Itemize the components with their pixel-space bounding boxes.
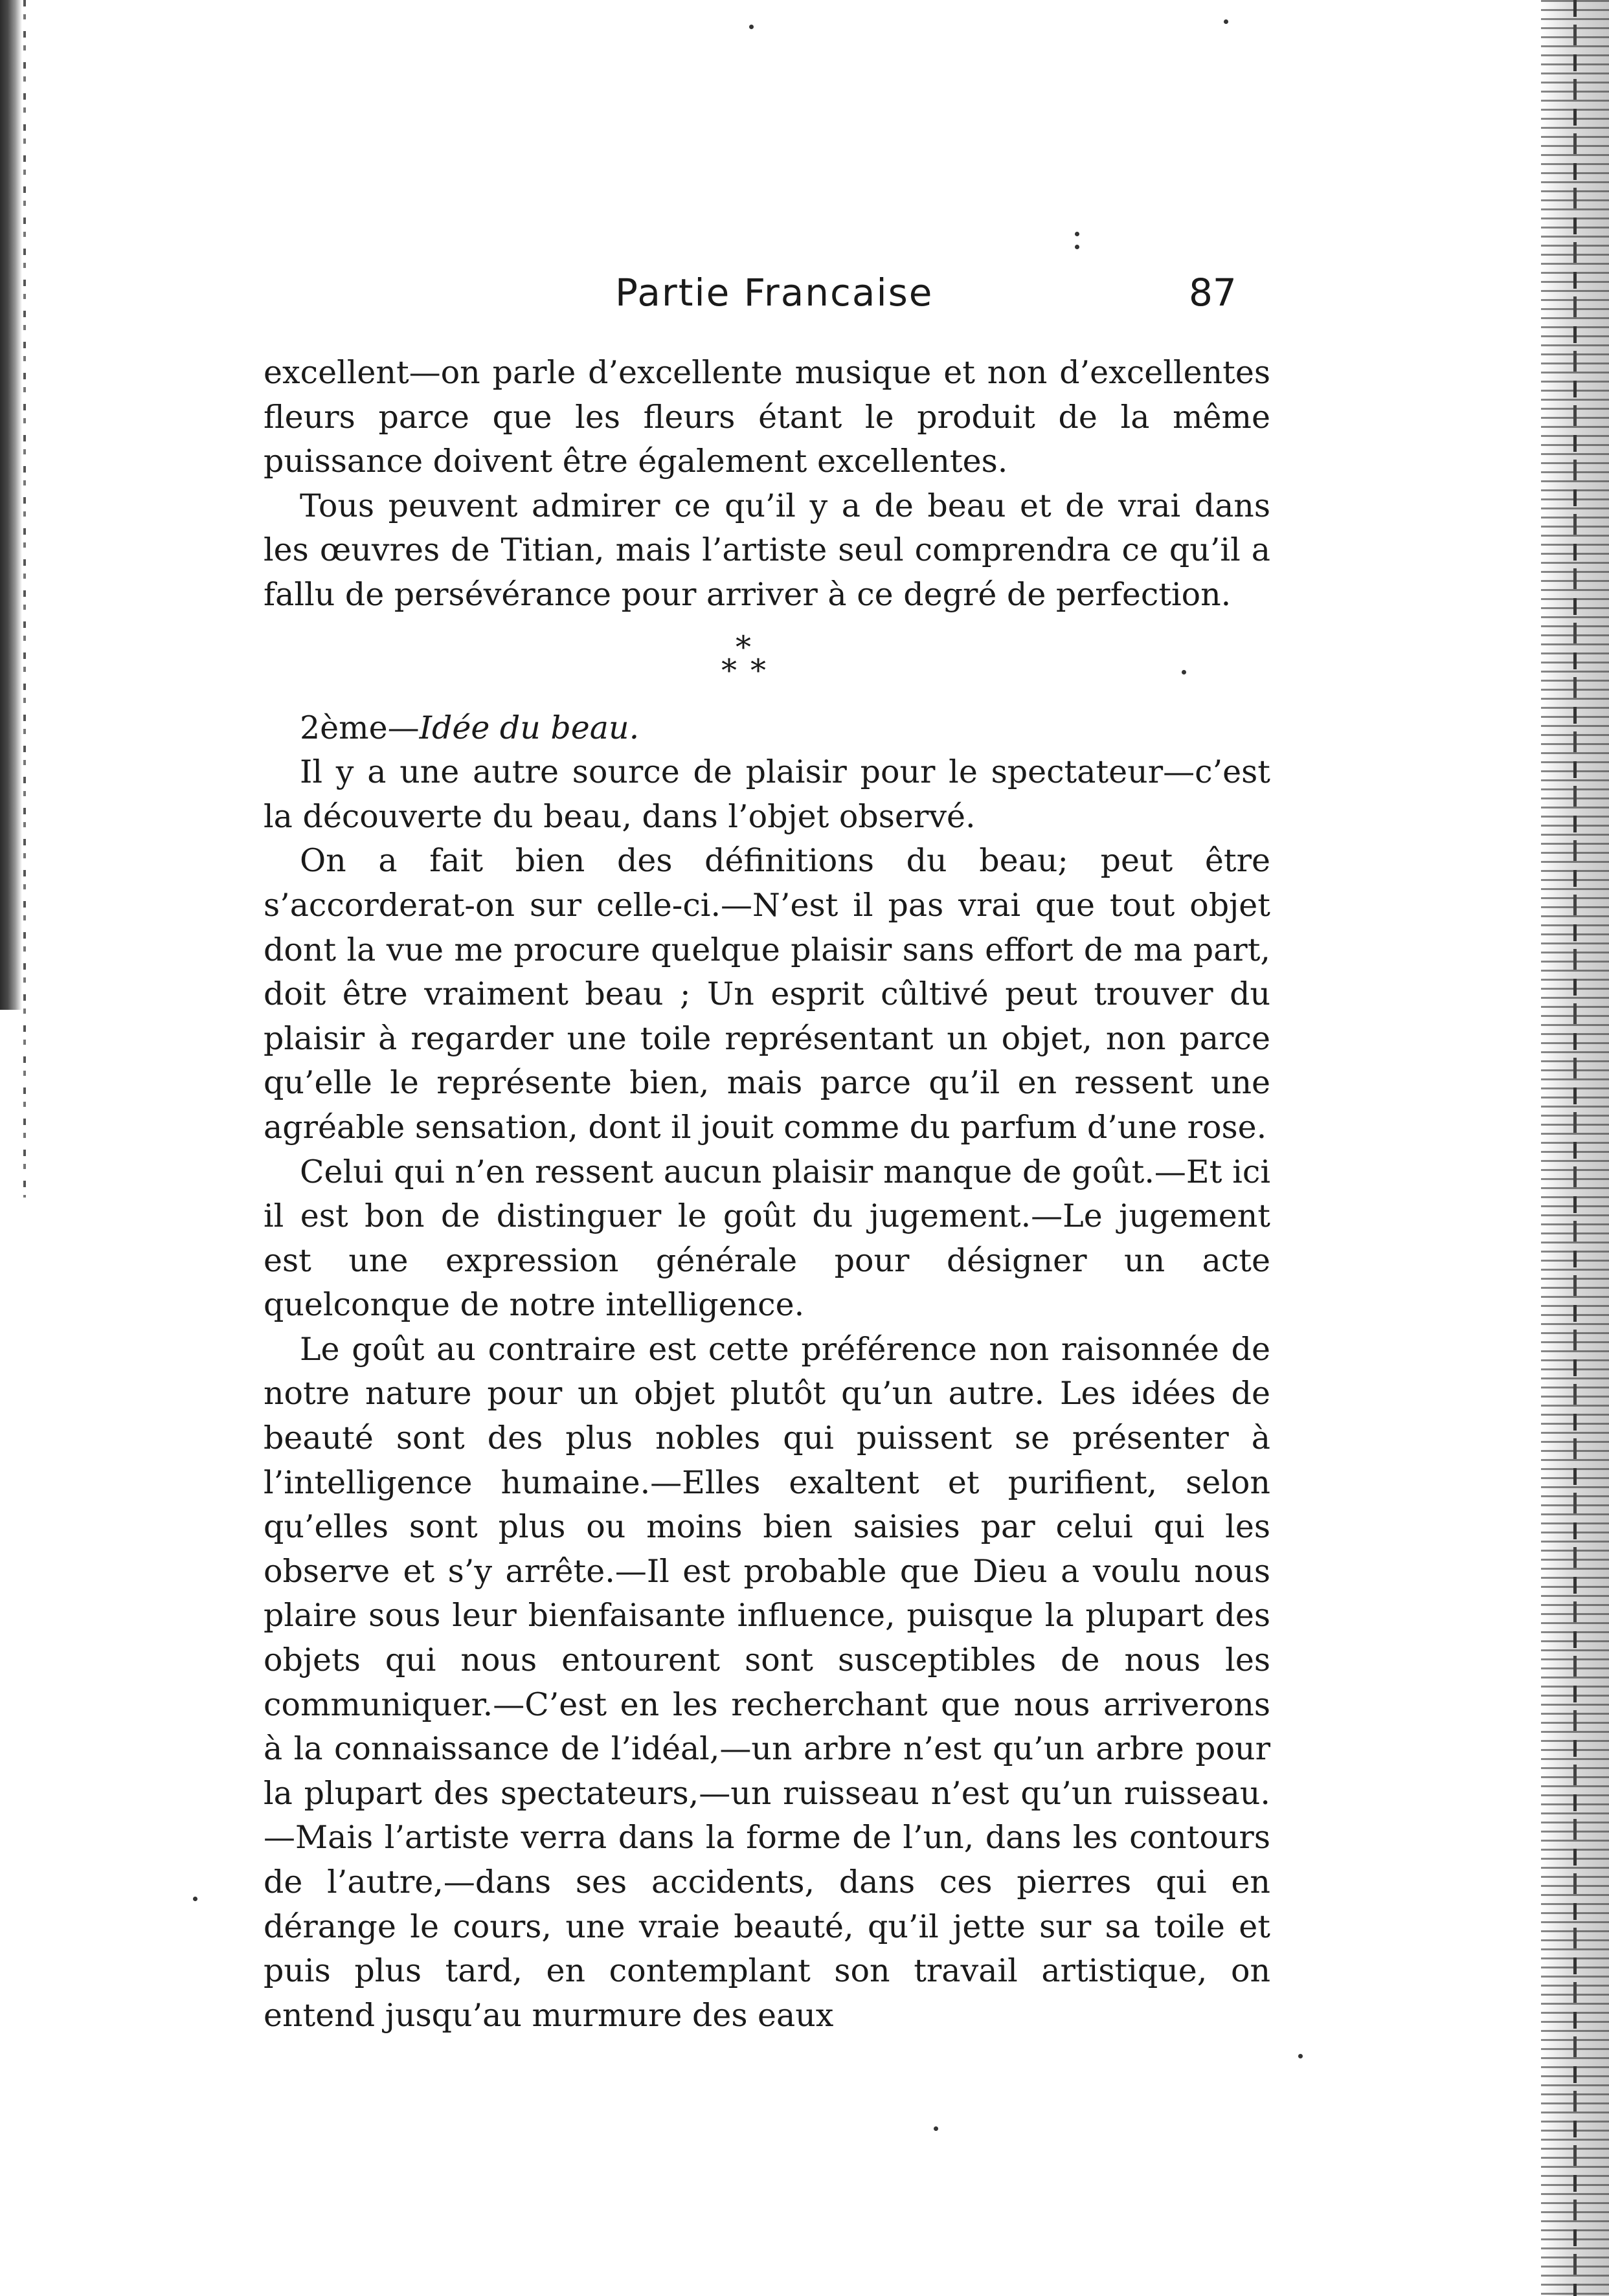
section-number: 2ème— bbox=[300, 709, 420, 746]
body-text bbox=[264, 351, 1270, 2038]
scan-speck bbox=[749, 25, 754, 29]
scan-speck bbox=[1075, 245, 1079, 249]
asterism-star: * bbox=[736, 629, 751, 665]
running-title: Partie Francaise bbox=[615, 271, 934, 315]
scan-speck bbox=[934, 2126, 938, 2131]
scan-speck bbox=[1224, 19, 1228, 24]
page-number: 87 bbox=[1189, 271, 1237, 315]
scan-speck bbox=[1075, 232, 1079, 236]
paragraph: excellent—on parle d’excellente musique et non d’excellentes fleurs parce que les fleurs étant le produit de la même puissance doivent être également excellentes. bbox=[264, 354, 1270, 480]
paragraph: On a fait bien des définitions du beau; peut être s’accorderat-on sur celle-ci.—N’est il pas vrai que tout objet dont la vue me procure quelque plaisir sans effort de ma part, doit être vraiment beau ; Un esprit cûltivé peut trouver du plaisir à regarder une toile représentant un objet, non parce qu’elle le représente bien, mais parce qu’il en ressent une agréable sensation, dont il jouit comme du parfum d’une rose. bbox=[264, 842, 1270, 1146]
scan-speck bbox=[1298, 2054, 1303, 2058]
paragraph: Il y a une autre source de plaisir pour le spectateur—c’est la découverte du beau, dans l’objet observé. bbox=[264, 753, 1270, 835]
scan-left-edge bbox=[0, 0, 22, 1010]
scan-right-streak bbox=[1573, 0, 1577, 2296]
scan-left-streak bbox=[23, 0, 26, 1198]
section-title: Idée du beau. bbox=[419, 709, 640, 746]
section-heading bbox=[264, 706, 1270, 751]
scan-speck bbox=[193, 1897, 197, 1901]
paragraph: Celui qui n’en ressent aucun plaisir manque de goût.—Et ici il est bon de distinguer le goût du jugement.—Le jugement est une expression générale pour désigner un acte quelconque de notre intelligence. bbox=[264, 1153, 1270, 1324]
asterism bbox=[264, 618, 1270, 706]
asterism-star: * bbox=[750, 652, 766, 689]
paragraph: Le goût au contraire est cette préférence non raisonnée de notre nature pour un objet plutôt qu’un autre. Les idées de beauté sont des plus nobles qui puissent se présenter à l’intelligence humaine.—Elles exaltent et purifient, selon qu’elles sont plus ou moins bien saisies par celui qui les observe et s’y arrête.—Il est probable que Dieu a voulu nous plaire sous leur bienfaisante influence, puisque la plupart des objets qui nous entourent sont susceptibles de nous les communiquer.—C’est en les recherchant que nous arriverons à la connaissance de l’idéal,—un arbre n’est qu’un arbre pour la plupart des spectateurs,—un ruisseau n’est qu’un ruisseau.—Mais l’artiste verra dans la forme de l’un, dans les contours de l’autre,—dans ses accidents, dans ces pierres qui en dérange le cours, une vraie beauté, qu’il jette sur sa toile et puis plus tard, en contemplant son travail artistique, on entend jusqu’au murmure des eaux bbox=[264, 1330, 1270, 2034]
paragraph: Tous peuvent admirer ce qu’il y a de beau et de vrai dans les œuvres de Titian, mais l’artiste seul comprendra ce qu’il a fallu de persévérance pour arriver à ce degré de perfection. bbox=[264, 487, 1270, 613]
asterism-star: * bbox=[721, 652, 737, 689]
